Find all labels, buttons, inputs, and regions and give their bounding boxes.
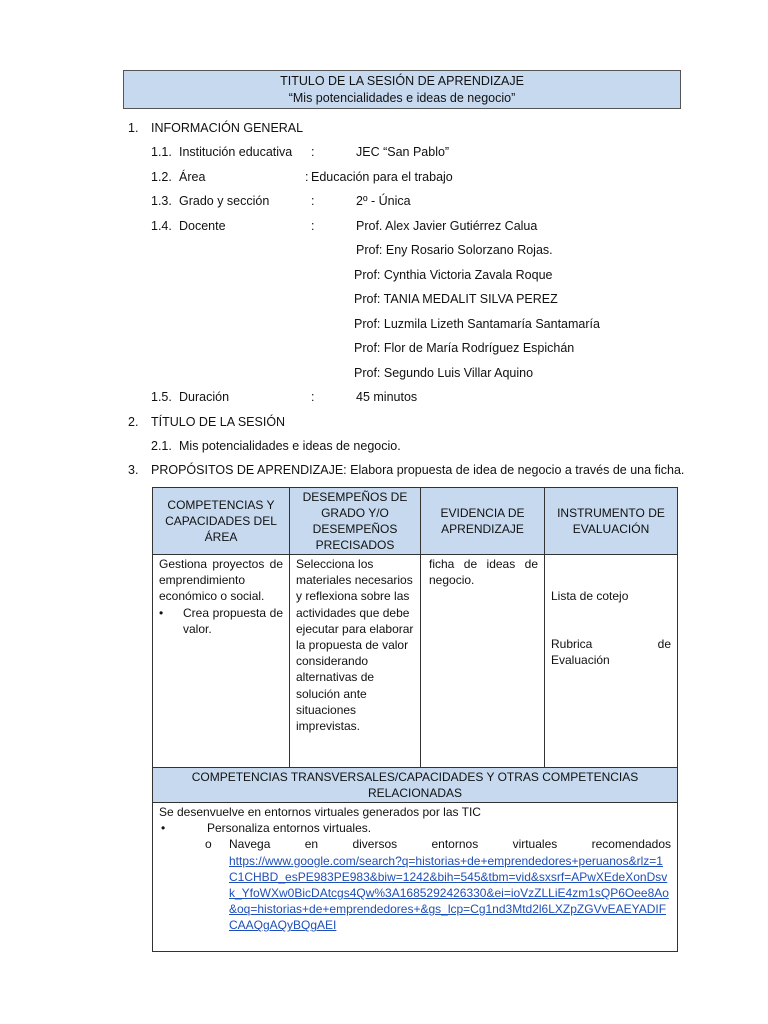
docente-line: Prof: Luzmila Lizeth Santamaría Santamaría [354,317,600,331]
competencia-text: Gestiona proyectos de emprendimiento económico o social. [159,557,283,604]
docente-line: Prof: Segundo Luis Villar Aquino [354,366,534,380]
evidencia-text: ficha de ideas de negocio. [429,557,538,588]
section3-text: Elabora propuesta de idea de negocio a través de una ficha. [350,463,685,477]
item-1-3-colon: : [311,194,315,208]
section2-number: 2. [128,415,139,429]
desempeno-text: Selecciona los materiales necesarios y reflexiona sobre las actividades que debe ejecutar para elaborar la propuesta de valor considerando alternativas de solución ante situaciones imprevistas. [296,557,414,734]
item-2-1-text: Mis potencialidades e ideas de negocio. [179,439,401,453]
item-1-5-colon: : [311,390,315,404]
item-1-2-colon: : [305,170,309,184]
item-1-4-colon: : [311,219,315,233]
section3-label: PROPÓSITOS DE APRENDIZAJE: [151,463,347,477]
item-1-3-value: 2º - Única [356,194,411,208]
header-competencias: COMPETENCIAS Y CAPACIDADES DEL ÁREA [153,488,290,555]
transversal-header: COMPETENCIAS TRANSVERSALES/CAPACIDADES Y OTRAS COMPETENCIAS RELACIONADAS [153,768,678,803]
header-desempenos: DESEMPEÑOS DE GRADO Y/O DESEMPEÑOS PRECISADOS [290,488,421,555]
section1-number: 1. [128,121,139,135]
cell-instrumento [545,555,678,768]
session-title-line2: “Mis potencialidades e ideas de negocio” [288,91,516,105]
item-1-2-value: Educación para el trabajo [311,170,453,184]
item-2-1-number: 2.1. [151,439,172,453]
section1-heading: INFORMACIÓN GENERAL [151,121,304,135]
transversal-line: Se desenvuelve en entornos virtuales generados por las TIC [159,805,481,819]
google-search-link[interactable]: https://www.google.com/search?q=historias+de+emprendedores+peruanos&rlz=1C1CHBD_esPE983PE983&biw=1242&bih=545&tbm=vid&sxsrf=APwXEdeXonDsvk_YfoWXw0BicDAtcgs4Qw%3A1685292426330&ei=ioVzZLLiE4zm1sQP6Oee8Ao&oq=historias+de+emprendedores+&gs_lcp=Cg1nd3Mtd2l6LXZpZGVvEAEYADIFCAAQgAQyBQgAEI [229,853,669,933]
capacidad-text: Crea propuesta de valor. [183,605,283,636]
cell-desempeno [290,555,421,768]
item-1-4-number: 1.4. [151,219,172,233]
item-1-1-label: Institución educativa [179,145,293,159]
item-1-5-label: Duración [179,390,230,404]
cell-evidencia [421,555,545,768]
circle-bullet-icon: o [205,837,212,852]
session-title-box [123,70,681,109]
section3-heading [151,463,684,477]
item-1-4-value: Prof. Alex Javier Gutiérrez Calua [356,219,538,233]
docente-line: Prof: Cynthia Victoria Zavala Roque [354,268,553,282]
cell-transversal [153,803,678,952]
item-1-1-number: 1.1. [151,145,172,159]
section3-number: 3. [128,463,139,477]
cell-competencia [153,555,290,768]
item-1-1-colon: : [311,145,315,159]
instrumento-2-text: Rubrica de Evaluación [551,637,671,668]
item-1-5-number: 1.5. [151,390,172,404]
item-1-2-number: 1.2. [151,170,172,184]
purposes-table [152,487,678,952]
item-1-5-value: 45 minutos [356,390,418,404]
bullet-icon: • [161,821,166,836]
instrumento-1: Lista de cotejo [551,589,629,603]
docente-line: Prof: TANIA MEDALIT SILVA PEREZ [354,292,558,306]
instrumento-2 [551,636,671,668]
item-1-4-label: Docente [179,219,226,233]
session-title-line1: TITULO DE LA SESIÓN DE APRENDIZAJE [280,74,524,88]
bullet1-text: Personaliza entornos virtuales. [207,821,372,836]
section2-heading: TÍTULO DE LA SESIÓN [151,415,286,429]
docente-line: Prof: Eny Rosario Solorzano Rojas. [356,243,553,257]
header-evidencia: EVIDENCIA DE APRENDIZAJE [421,488,545,555]
item-1-3-number: 1.3. [151,194,172,208]
item-1-3-label: Grado y sección [179,194,270,208]
item-1-1-value: JEC “San Pablo” [356,145,450,159]
item-1-2-label: Área [179,170,206,184]
bullet-icon: • [159,605,164,620]
bullet2-text: Navega en diversos entornos virtuales recomendados [229,837,671,852]
header-instrumento: INSTRUMENTO DE EVALUACIÓN [545,488,678,555]
docente-line: Prof: Flor de María Rodríguez Espichán [354,341,575,355]
